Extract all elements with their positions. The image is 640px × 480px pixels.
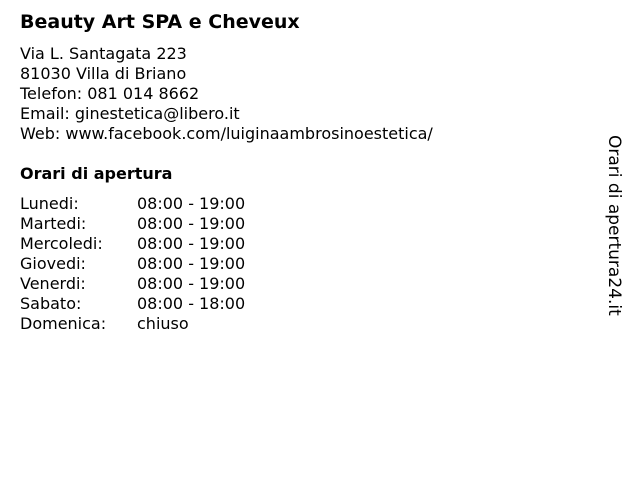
email-line: Email: ginestetica@libero.it [20,104,240,123]
address-line: Via L. Santagata 223 [20,44,187,63]
day-label: Sabato: [20,294,82,313]
phone-line: Telefon: 081 014 8662 [20,84,200,103]
day-label: Lunedi: [20,194,79,213]
day-label: Domenica: [20,314,107,333]
day-label: Martedi: [20,214,87,233]
day-label: Mercoledi: [20,234,103,253]
business-name: Beauty Art SPA e Cheveux [20,11,300,33]
day-label: Giovedi: [20,254,86,273]
web-line: Web: www.facebook.com/luiginaambrosinoestetica/ [20,124,433,143]
time-range: 08:00 - 19:00 [137,254,246,273]
time-range: chiuso [137,314,189,333]
time-range: 08:00 - 19:00 [137,214,246,233]
business-contact-block [20,44,433,144]
opening-hours-heading: Orari di apertura [20,164,173,183]
city-line: 81030 Villa di Briano [20,64,187,83]
site-brand-watermark: Orari di apertura24.it [604,135,624,316]
time-range: 08:00 - 18:00 [137,294,246,313]
time-range: 08:00 - 19:00 [137,274,246,293]
time-range: 08:00 - 19:00 [137,194,246,213]
day-label: Venerdi: [20,274,86,293]
time-range: 08:00 - 19:00 [137,234,246,253]
